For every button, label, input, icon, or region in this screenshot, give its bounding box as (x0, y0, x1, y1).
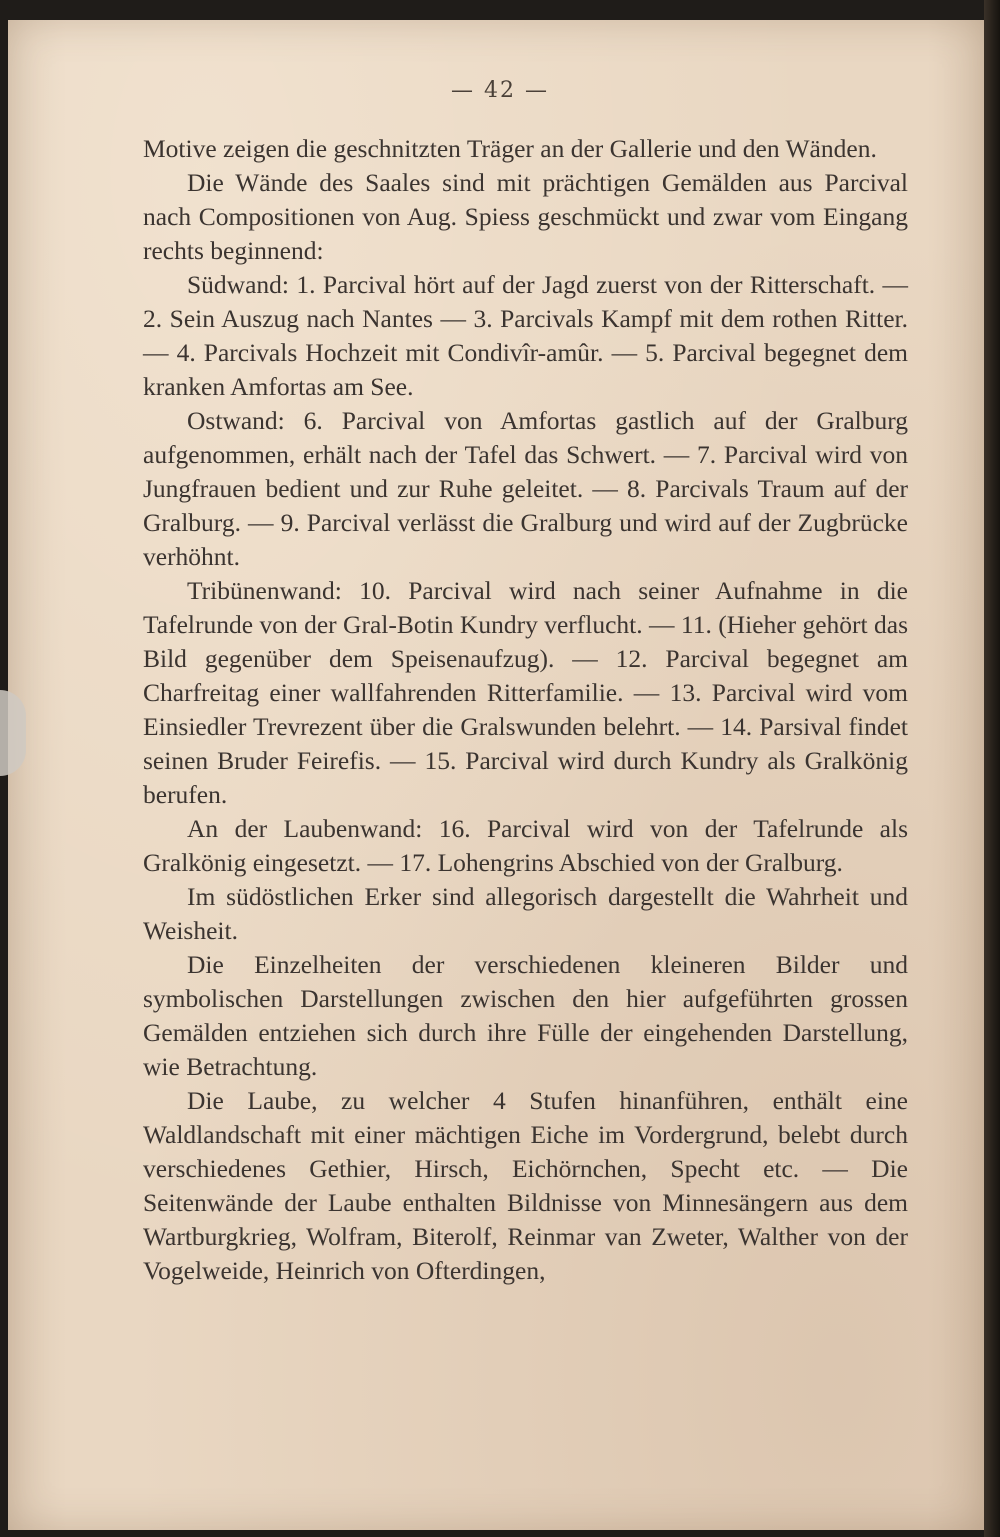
paragraph-laube: Die Laube, zu welcher 4 Stufen hinanführen, enthält eine Waldlandschaft mit einer mächtigen Eiche im Vordergrund, belebt durch verschiedenes Gethier, Hirsch, Eichörnchen, Specht etc. — Die Seitenwände der Laube enthalten Bildnisse von Minnesängern aus dem Wartburgkrieg, Wolfram, Biterolf, Reinmar van Zweter, Walther von der Vogelweide, Heinrich von Ofterdingen, (143, 1086, 908, 1285)
body-text (143, 132, 908, 1288)
paragraph-ostwand: Ostwand: 6. Parcival von Amfortas gastlich auf der Gralburg aufgenommen, erhält nach der Tafel das Schwert. — 7. Parcival wird von Jungfrauen bedient und zur Ruhe geleitet. — 8. Parcivals Traum auf der Gralburg. — 9. Parcival verlässt die Gralburg und wird auf der Zugbrücke verhöhnt. (143, 406, 908, 571)
paragraph-erker: Im südöstlichen Erker sind allegorisch dargestellt die Wahrheit und Weisheit. (143, 882, 908, 945)
page-number: — 42 — (451, 78, 549, 103)
paragraph-2: Die Wände des Saales sind mit prächtigen Gemälden aus Parcival nach Compositionen von Aug. Spiess geschmückt und zwar vom Eingang rechts beginnend: (143, 168, 908, 265)
paragraph-suedwand: Südwand: 1. Parcival hört auf der Jagd zuerst von der Ritterschaft. — 2. Sein Auszug nach Nantes — 3. Parcivals Kampf mit dem rothen Ritter. — 4. Parcivals Hochzeit mit Condivîr-amûr. — 5. Parcival begegnet dem kranken Amfortas am See. (143, 270, 908, 401)
page-tab-marker (0, 690, 26, 776)
paragraph-1: Motive zeigen die geschnitzten Träger an der Gallerie und den Wänden. (143, 134, 877, 163)
book-spine-edge (984, 0, 1000, 1537)
paragraph-einzelheiten: Die Einzelheiten der verschiedenen kleineren Bilder und symbolischen Darstellungen zwischen den hier aufgeführten grossen Gemälden entziehen sich durch ihre Fülle der eingehenden Darstellung, wie Betrachtung. (143, 950, 908, 1081)
paragraph-laubenwand: An der Laubenwand: 16. Parcival wird von der Tafelrunde als Gralkönig eingesetzt. — 17. Lohengrins Abschied von der Gralburg. (143, 814, 908, 877)
paragraph-tribuenenwand: Tribünenwand: 10. Parcival wird nach seiner Aufnahme in die Tafelrunde von der Gral-Botin Kundry verflucht. — 11. (Hieher gehört das Bild gegenüber dem Speisenaufzug). — 12. Parcival begegnet am Charfreitag einer wallfahrenden Ritterfamilie. — 13. Parcival wird vom Einsiedler Trevrezent über die Gralswunden belehrt. — 14. Parsival findet seinen Bruder Feirefis. — 15. Parcival wird durch Kundry als Gralkönig berufen. (143, 576, 908, 809)
